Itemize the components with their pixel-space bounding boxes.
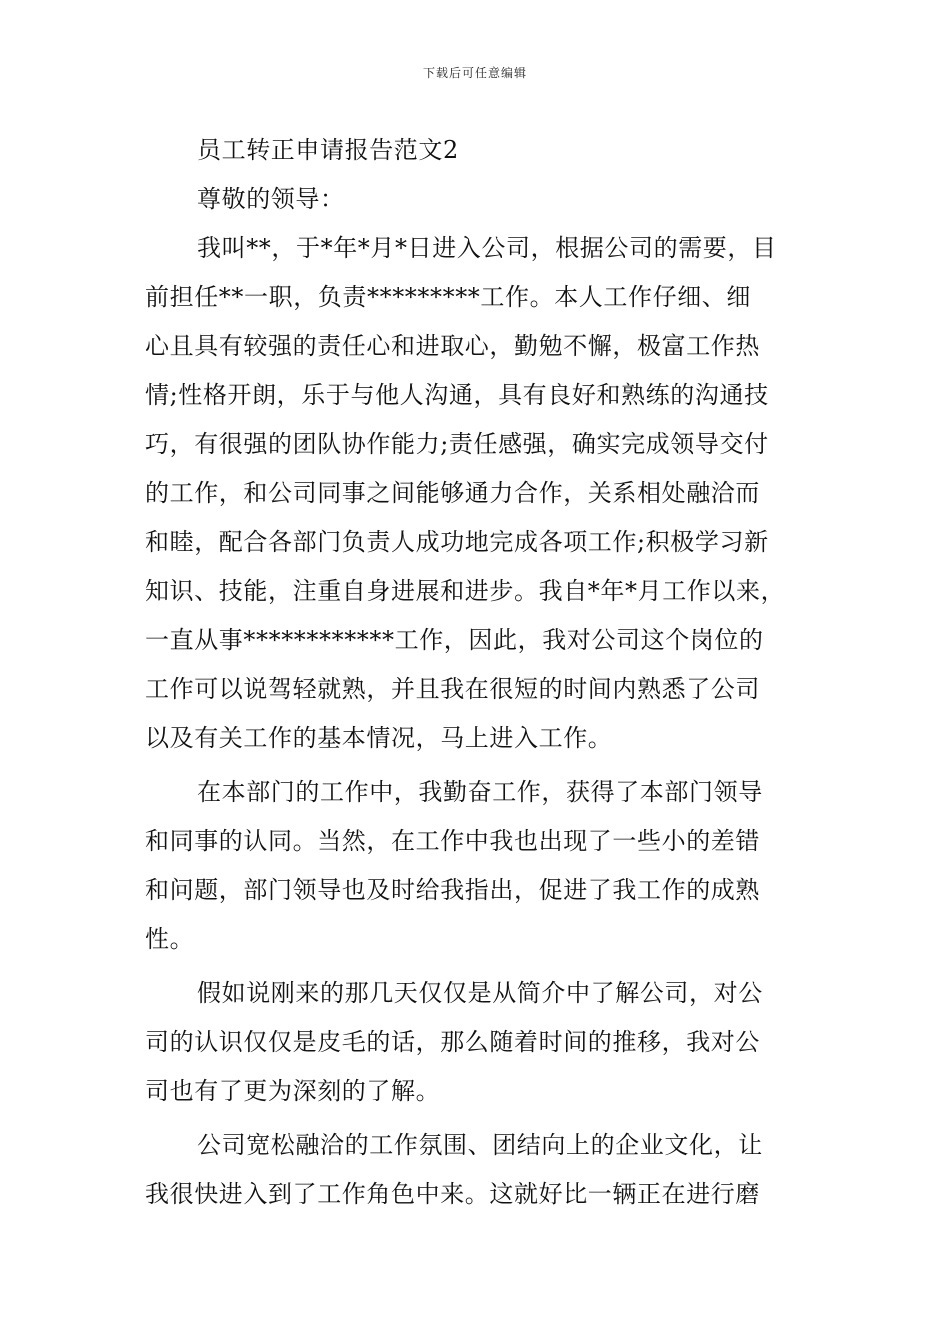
- paragraph-line: 前担任**一职，负责*********工作。本人工作仔细、细: [145, 283, 751, 311]
- paragraph-line: 知识、技能，注重自身进展和进步。我自*年*月工作以来，: [145, 577, 786, 605]
- paragraph-line: 性。: [145, 925, 195, 953]
- paragraph: [145, 969, 805, 1116]
- document-title: 员工转正申请报告范文2: [197, 136, 459, 164]
- paragraph-line: 公司宽松融洽的工作氛围、团结向上的企业文化，让: [197, 1131, 763, 1159]
- paragraph-line: 以及有关工作的基本情况，马上进入工作。: [145, 724, 613, 752]
- paragraph-line: 在本部门的工作中，我勤奋工作，获得了本部门领导: [197, 778, 763, 806]
- paragraph-line: 假如说刚来的那几天仅仅是从简介中了解公司，对公: [197, 979, 763, 1007]
- paragraph-line: 巧，有很强的团队协作能力;责任感强，确实完成领导交付: [145, 430, 769, 458]
- paragraph: [145, 1121, 805, 1219]
- paragraph-line: 和问题，部门领导也及时给我指出，促进了我工作的成熟: [145, 876, 760, 904]
- paragraph-line: 我叫**，于*年*月*日进入公司，根据公司的需要，目: [197, 234, 777, 262]
- salutation: 尊敬的领导：: [197, 185, 345, 213]
- paragraph: [145, 768, 805, 964]
- paragraph-line: 我很快进入到了工作角色中来。这就好比一辆正在进行磨: [145, 1180, 760, 1208]
- paragraph-line: 情;性格开朗，乐于与他人沟通，具有良好和熟练的沟通技: [145, 381, 769, 409]
- paragraph-line: 和同事的认同。当然，在工作中我也出现了一些小的差错: [145, 827, 760, 855]
- paragraph-line: 司也有了更为深刻的了解。: [145, 1077, 441, 1105]
- paragraph: [145, 224, 805, 763]
- paragraph-line: 和睦，配合各部门负责人成功地完成各项工作;积极学习新: [145, 528, 769, 556]
- document-body: [145, 126, 805, 1219]
- paragraph-line: 一直从事************工作，因此，我对公司这个岗位的: [145, 626, 764, 654]
- paragraph-line: 司的认识仅仅是皮毛的话，那么随着时间的推移，我对公: [145, 1028, 760, 1056]
- paragraph-line: 心且具有较强的责任心和进取心，勤勉不懈，极富工作热: [145, 332, 760, 360]
- header-note: 下载后可任意编辑: [422, 66, 527, 80]
- paragraph-line: 工作可以说驾轻就熟，并且我在很短的时间内熟悉了公司: [145, 675, 760, 703]
- paragraph-line: 的工作，和公司同事之间能够通力合作，关系相处融洽而: [145, 479, 760, 507]
